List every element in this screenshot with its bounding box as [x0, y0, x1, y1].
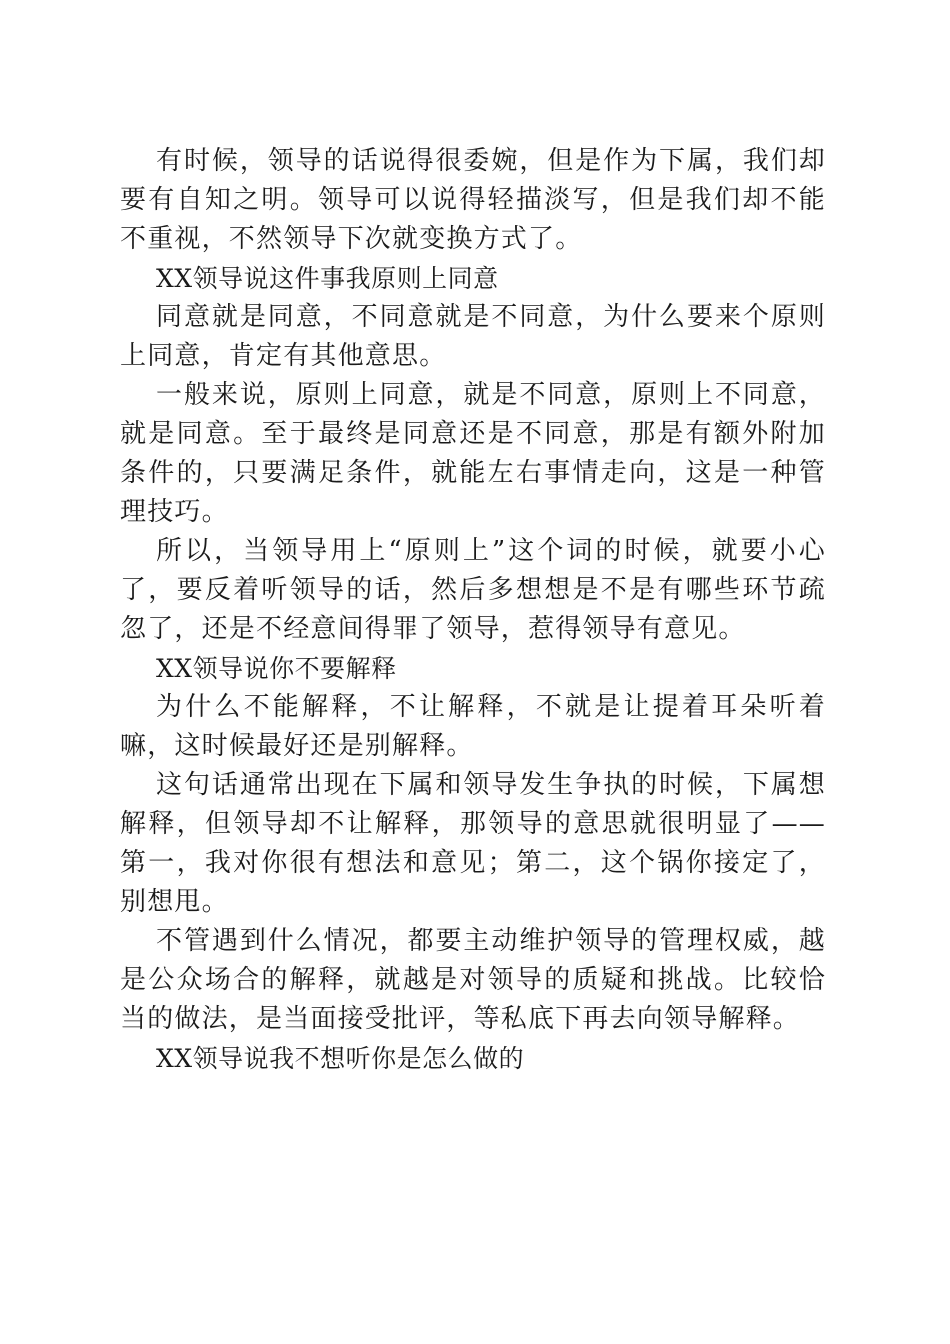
- paragraph-explain-3: 不管遇到什么情况，都要主动维护领导的管理权威，越是公众场合的解释，就越是对领导的质疑和挑战。比较恰当的做法，是当面接受批评，等私底下再去向领导解释。: [120, 926, 826, 1034]
- heading-principle-agree: XX领导说这件事我原则上同意: [156, 264, 499, 293]
- heading-no-explain: XX领导说你不要解释: [156, 654, 397, 683]
- paragraph-principle-3: 所以，当领导用上“原则上”这个词的时候，就要小心了，要反着听领导的话，然后多想想是不是有哪些环节疏忽了，还是不经意间得罪了领导，惹得领导有意见。: [120, 536, 826, 644]
- paragraph-explain-1: 为什么不能解释，不让解释，不就是让提着耳朵听着嘛，这时候最好还是别解释。: [120, 692, 826, 761]
- paragraph-principle-2: 一般来说，原则上同意，就是不同意，原则上不同意，就是同意。至于最终是同意还是不同意，那是有额外附加条件的，只要满足条件，就能左右事情走向，这是一种管理技巧。: [120, 380, 826, 527]
- heading-dont-want-hear: XX领导说我不想听你是怎么做的: [156, 1044, 525, 1073]
- paragraph-intro: 有时候，领导的话说得很委婉，但是作为下属，我们却要有自知之明。领导可以说得轻描淡写，但是我们却不能不重视，不然领导下次就变换方式了。: [120, 146, 826, 254]
- paragraph-principle-1: 同意就是同意，不同意就是不同意，为什么要来个原则上同意，肯定有其他意思。: [120, 302, 826, 371]
- paragraph-explain-2: 这句话通常出现在下属和领导发生争执的时候，下属想解释，但领导却不让解释，那领导的意思就很明显了——第一，我对你很有想法和意见；第二，这个锅你接定了，别想甩。: [120, 770, 826, 917]
- document-body: [120, 142, 826, 1078]
